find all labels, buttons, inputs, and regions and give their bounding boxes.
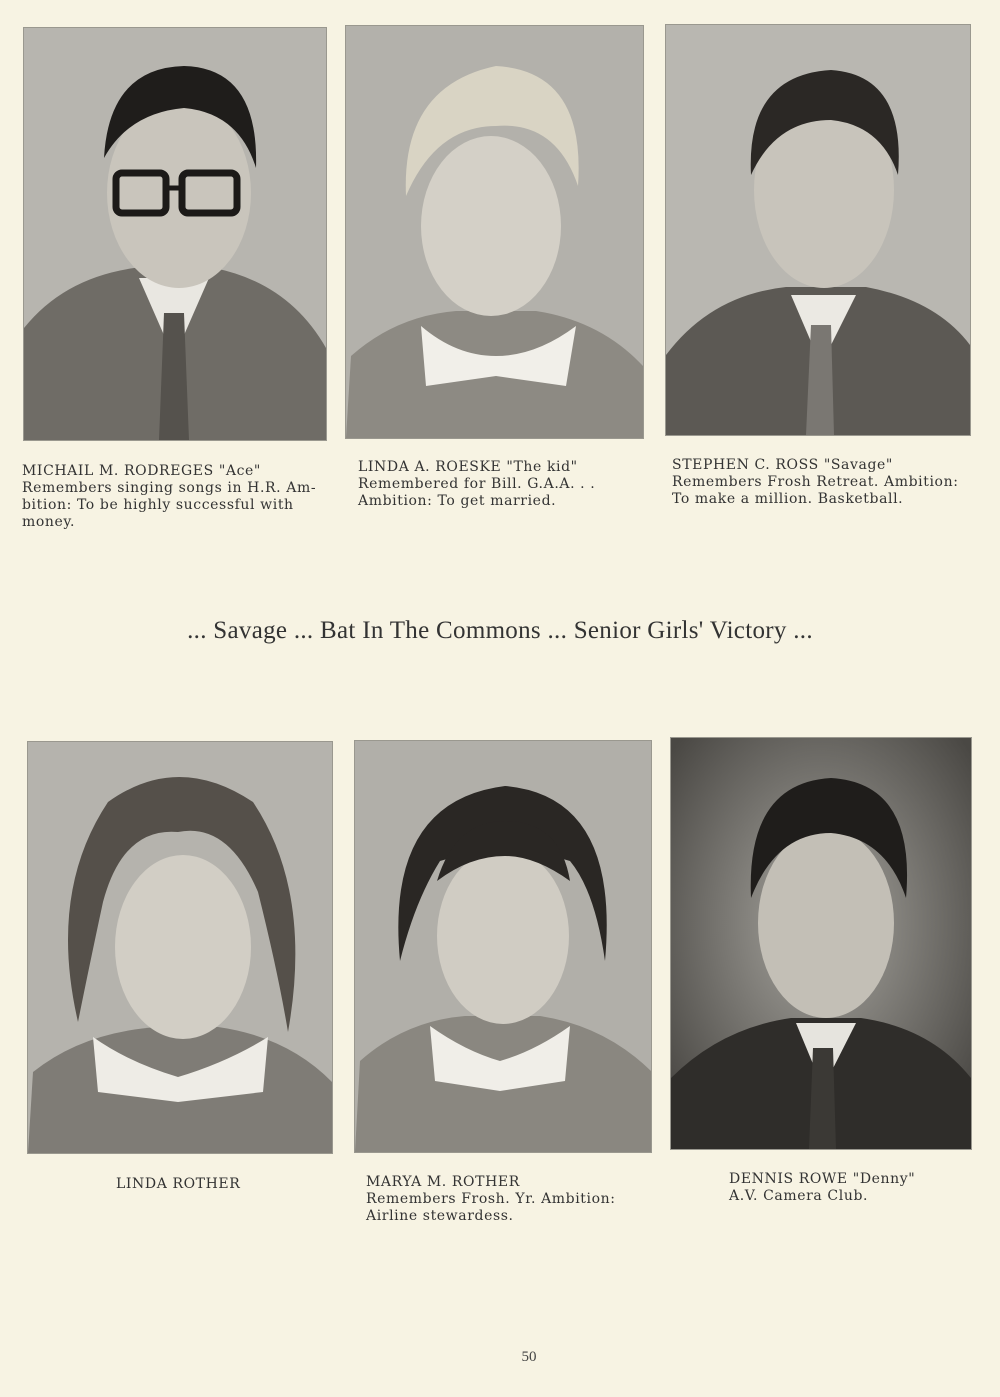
student-note-line: A.V. Camera Club. [729, 1188, 869, 1204]
portrait-silhouette [28, 742, 332, 1153]
portrait-photo-roeske [346, 26, 643, 438]
portrait-photo-linda-rother [28, 742, 332, 1153]
student-name: MARYA M. ROTHER [366, 1174, 520, 1190]
portrait-silhouette [671, 738, 971, 1149]
student-note-line: To make a million. Basketball. [672, 491, 904, 507]
student-caption-linda-rother [116, 1176, 336, 1193]
student-note-line: Remembers Frosh Retreat. Ambition: [672, 474, 959, 490]
student-name: LINDA A. ROESKE "The kid" [358, 459, 578, 475]
student-note-line: money. [22, 514, 76, 530]
portrait-photo-marya-rother [355, 741, 651, 1152]
student-caption-rowe [729, 1171, 989, 1205]
portrait-photo-ross [666, 25, 970, 435]
student-caption-ross [672, 457, 982, 508]
portrait-silhouette [666, 25, 970, 435]
student-note-line: Remembered for Bill. G.A.A. . . [358, 476, 596, 492]
portrait-photo-rowe [671, 738, 971, 1149]
student-note-line: Remembers Frosh. Yr. Ambition: [366, 1191, 616, 1207]
student-caption-rodreges [22, 463, 332, 531]
portrait-silhouette [355, 741, 651, 1152]
student-note-line: Ambition: To get married. [358, 493, 557, 509]
student-name: DENNIS ROWE "Denny" [729, 1171, 916, 1187]
portrait-silhouette [346, 26, 643, 438]
portrait-photo-rodreges [24, 28, 326, 440]
portrait-silhouette [24, 28, 326, 440]
page-number: 50 [521, 1349, 537, 1365]
student-name: LINDA ROTHER [116, 1176, 241, 1192]
student-name: MICHAIL M. RODREGES "Ace" [22, 463, 261, 479]
student-note-line: Remembers singing songs in H.R. Am- [22, 480, 317, 496]
student-caption-marya-rother [366, 1174, 666, 1225]
student-note-line: Airline stewardess. [366, 1208, 514, 1224]
student-caption-roeske [358, 459, 658, 510]
section-banner: ... Savage ... Bat In The Commons ... Senior Girls' Victory ... [187, 617, 813, 644]
student-name: STEPHEN C. ROSS "Savage" [672, 457, 893, 473]
student-note-line: bition: To be highly successful with [22, 497, 294, 513]
